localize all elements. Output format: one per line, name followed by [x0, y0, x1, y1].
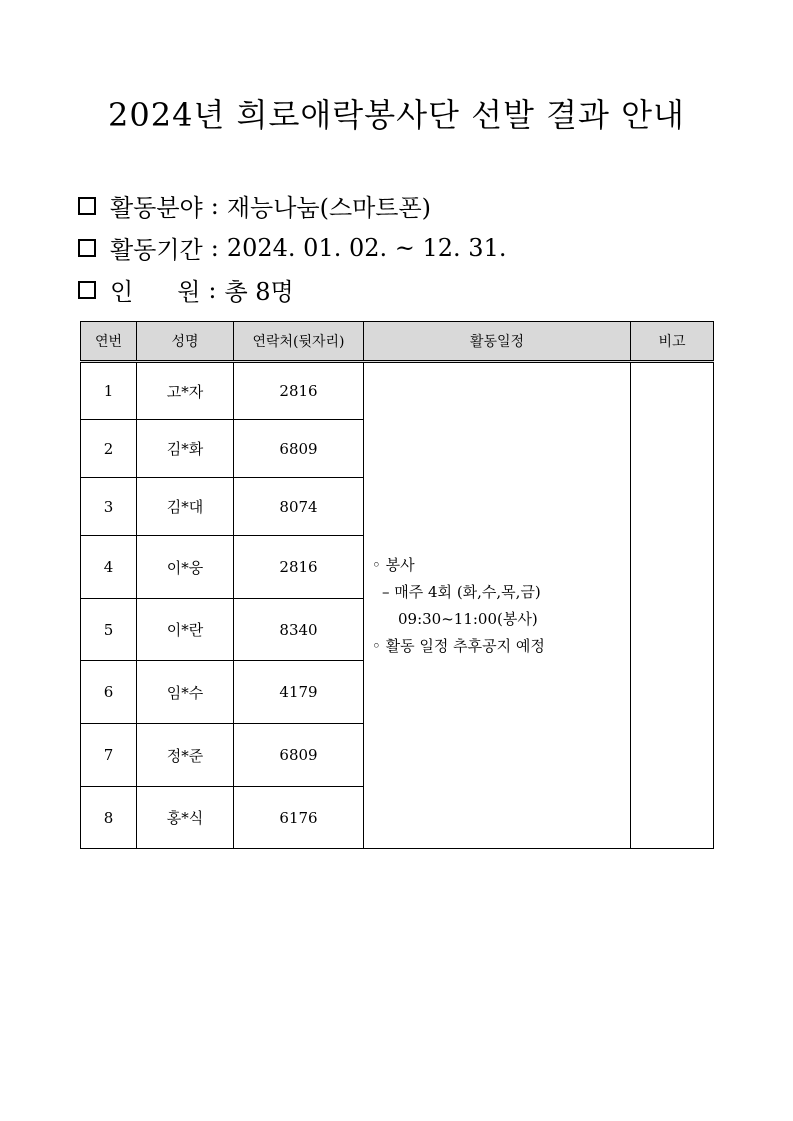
row-name: 이*웅: [137, 536, 234, 599]
header-name: 성명: [137, 322, 234, 362]
row-phone: 6176: [234, 787, 364, 849]
row-no: 1: [81, 362, 137, 420]
row-name: 임*수: [137, 661, 234, 724]
info-period-label: 활동기간: [110, 236, 203, 264]
info-field-value: 재능나눔(스마트폰): [226, 194, 432, 222]
header-phone: 연락처(뒷자리): [234, 322, 364, 362]
row-name: 김*대: [137, 478, 234, 536]
row-name: 이*란: [137, 599, 234, 661]
row-no: 3: [81, 478, 137, 536]
row-no: 2: [81, 420, 137, 478]
row-phone: 6809: [234, 724, 364, 787]
row-no: 5: [81, 599, 137, 661]
header-note: 비고: [631, 322, 714, 362]
row-name: 정*준: [137, 724, 234, 787]
note-cell: [631, 362, 714, 849]
row-no: 8: [81, 787, 137, 849]
checkbox-square-icon: [78, 239, 96, 257]
row-phone: 2816: [234, 362, 364, 420]
row-name: 김*화: [137, 420, 234, 478]
row-no: 6: [81, 661, 137, 724]
checkbox-square-icon: [78, 197, 96, 215]
table-row: [81, 362, 714, 420]
schedule-line-time: 09:30~11:00(봉사): [398, 609, 538, 628]
row-name: 고*자: [137, 362, 234, 420]
schedule-line-volunteer: ◦ 봉사: [372, 555, 415, 574]
page-title: 2024년 희로애락봉사단 선발 결과 안내: [108, 96, 685, 134]
schedule-line-frequency: – 매주 4회 (화,수,목,금): [382, 582, 541, 601]
row-phone: 2816: [234, 536, 364, 599]
volunteer-table: [80, 321, 714, 849]
row-phone: 4179: [234, 661, 364, 724]
info-people-row: [78, 272, 294, 307]
header-no: 연번: [81, 322, 137, 362]
table-header-row: [81, 322, 714, 362]
info-period-separator: :: [210, 233, 219, 262]
row-no: 7: [81, 724, 137, 787]
info-people-value: 총 8명: [224, 278, 294, 306]
info-people-label-b: 원: [177, 278, 201, 306]
row-name: 홍*식: [137, 787, 234, 849]
info-field-separator: :: [210, 191, 219, 220]
info-period-row: [78, 230, 506, 265]
info-field-label: 활동분야: [110, 194, 203, 222]
info-period-value: 2024. 01. 02. ~ 12. 31.: [226, 233, 507, 262]
info-people-separator: :: [208, 275, 217, 304]
info-people-label-a: 인: [110, 278, 134, 306]
header-schedule: 활동일정: [364, 322, 631, 362]
row-phone: 8340: [234, 599, 364, 661]
row-phone: 6809: [234, 420, 364, 478]
schedule-cell: [364, 362, 631, 849]
row-phone: 8074: [234, 478, 364, 536]
checkbox-square-icon: [78, 281, 96, 299]
info-field-row: [78, 188, 431, 223]
row-no: 4: [81, 536, 137, 599]
schedule-line-notice: ◦ 활동 일정 추후공지 예정: [372, 636, 545, 655]
